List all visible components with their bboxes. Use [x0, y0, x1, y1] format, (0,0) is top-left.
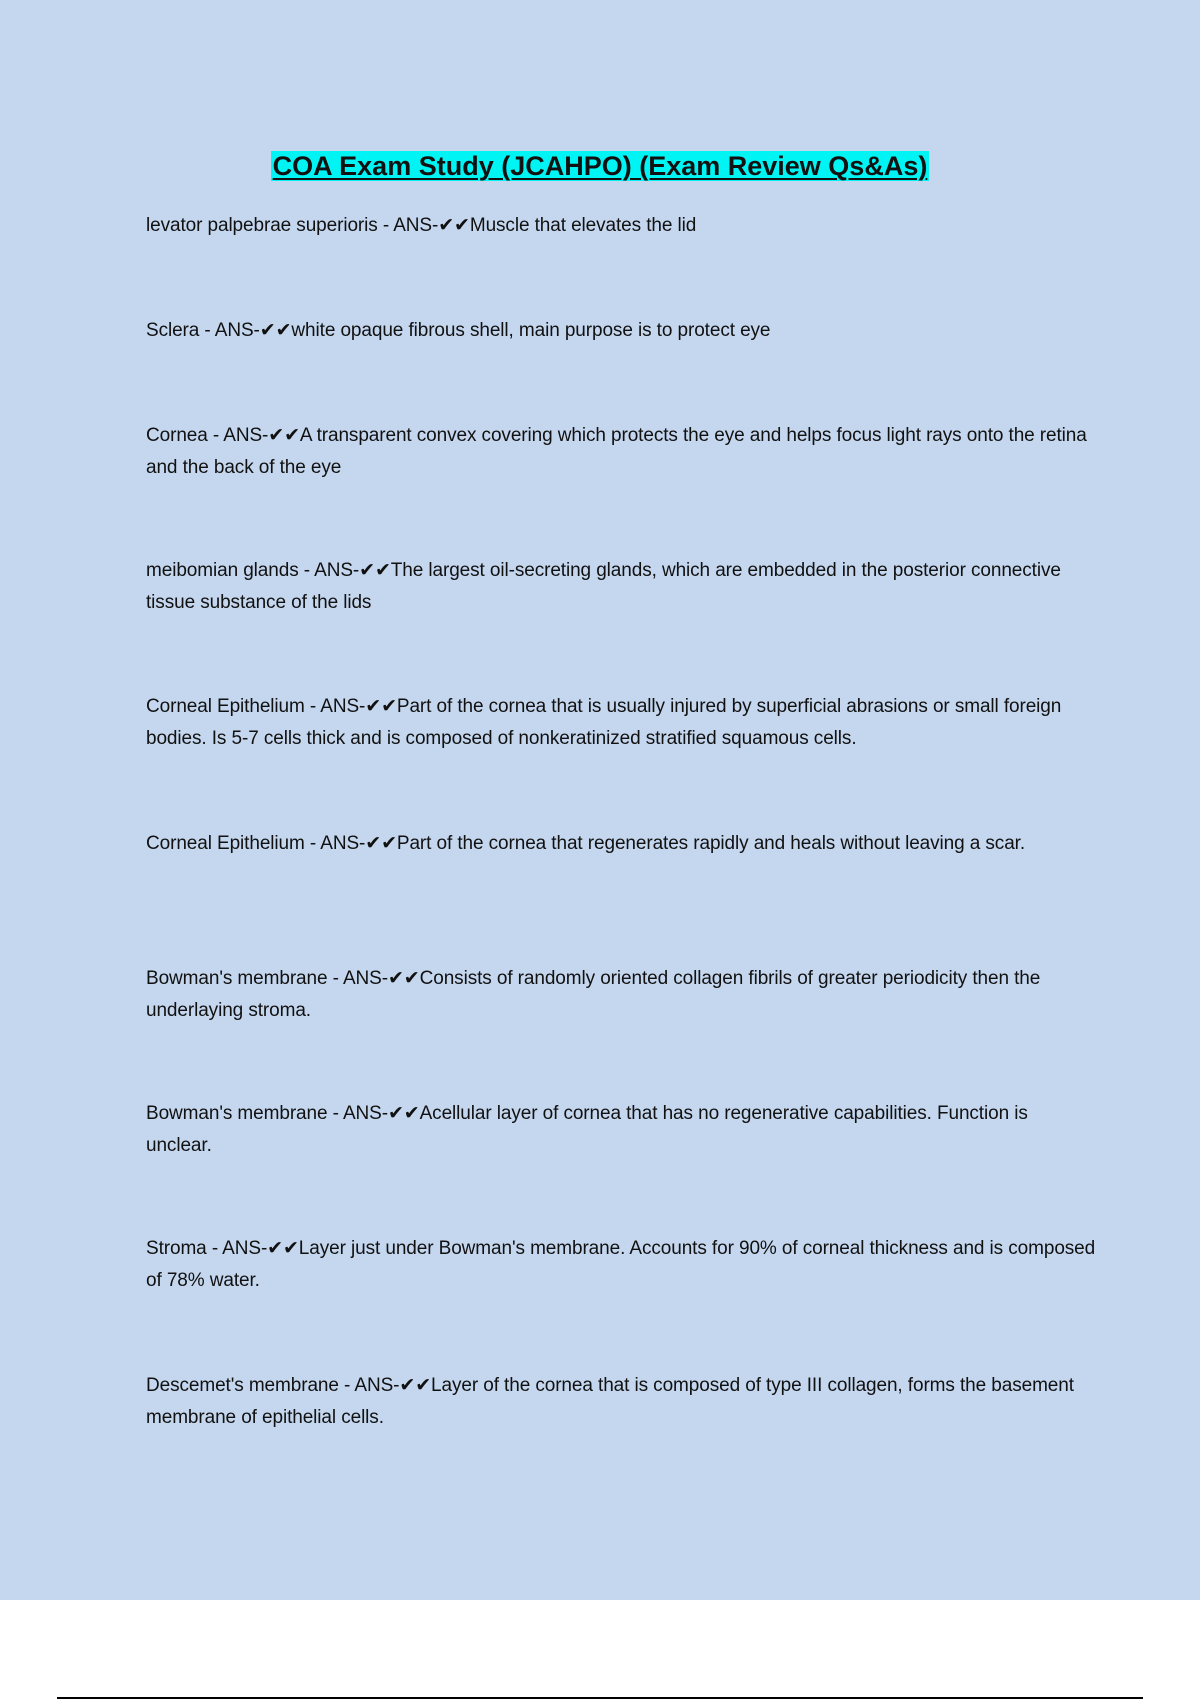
qa-entry-meibomian-glands: meibomian glands - ANS-✔✔The largest oil-secreting glands, which are embedded in the posterior connective tissue substance of the lids	[146, 560, 1061, 613]
footer-divider	[57, 1697, 1143, 1699]
qa-entry-corneal-epithelium-1: Corneal Epithelium - ANS-✔✔Part of the cornea that is usually injured by superficial abrasions or small foreign bodies. Is 5-7 cells thick and is composed of nonkeratinized stratified squamous cells.	[146, 696, 1062, 749]
qa-entry-bowmans-membrane-1: Bowman's membrane - ANS-✔✔Consists of randomly oriented collagen fibrils of greater periodicity then the underlaying stroma.	[146, 968, 1041, 1021]
qa-entry-bowmans-membrane-2: Bowman's membrane - ANS-✔✔Acellular layer of cornea that has no regenerative capabilities. Function is unclear.	[146, 1103, 1028, 1156]
qa-entry-cornea: Cornea - ANS-✔✔A transparent convex covering which protects the eye and helps focus light rays onto the retina and the back of the eye	[146, 425, 1087, 478]
qa-entry-descemets-membrane: Descemet's membrane - ANS-✔✔Layer of the cornea that is composed of type III collagen, forms the basement membrane of epithelial cells.	[146, 1375, 1074, 1428]
qa-entry-sclera: Sclera - ANS-✔✔white opaque fibrous shell, main purpose is to protect eye	[146, 320, 771, 341]
qa-entry-levator: levator palpebrae superioris - ANS-✔✔Muscle that elevates the lid	[146, 215, 697, 236]
qa-entry-stroma: Stroma - ANS-✔✔Layer just under Bowman's membrane. Accounts for 90% of corneal thickness and is composed of 78% water.	[146, 1238, 1096, 1291]
document-title: COA Exam Study (JCAHPO) (Exam Review Qs&As)	[272, 151, 928, 181]
qa-entry-corneal-epithelium-2: Corneal Epithelium - ANS-✔✔Part of the cornea that regenerates rapidly and heals without leaving a scar.	[146, 833, 1026, 854]
